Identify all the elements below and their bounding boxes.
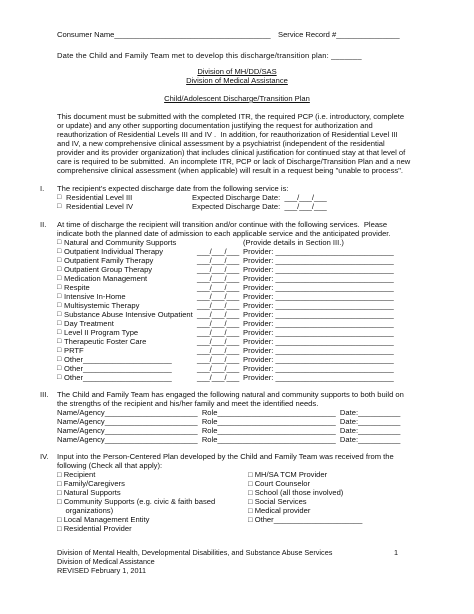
checkbox-other[interactable]: □ Other_____________________ bbox=[248, 515, 363, 524]
service-provider-field[interactable]: Provider: ____________________________ bbox=[243, 364, 394, 373]
service-admission-date-field[interactable]: ___/___/___ bbox=[197, 265, 240, 274]
service-checkbox[interactable]: □ bbox=[57, 374, 62, 381]
section-number: I. bbox=[40, 184, 45, 193]
section-text: The recipient's expected discharge date from the following service is: bbox=[57, 184, 289, 193]
intro-line: reauthorization of Residential Levels III and IV . In addition, for reauthorization of Residential Level III bbox=[57, 130, 398, 139]
service-admission-date-field[interactable]: ___/___/___ bbox=[197, 283, 240, 292]
service-checkbox[interactable]: □ bbox=[57, 284, 62, 291]
service-label: Day Treatment bbox=[64, 319, 114, 328]
support-row[interactable]: Name/Agency______________________ Role____________________________ Date:__________ bbox=[57, 417, 401, 426]
team-meeting-date-line: Date the Child and Family Team met to develop this discharge/transition plan: _______ bbox=[57, 51, 362, 60]
service-provider-field[interactable]: Provider: ____________________________ bbox=[243, 274, 394, 283]
service-provider-field[interactable]: Provider: ____________________________ bbox=[243, 247, 394, 256]
service-checkbox[interactable]: □ bbox=[57, 248, 62, 255]
service-admission-date-field[interactable]: ___/___/___ bbox=[197, 256, 240, 265]
service-admission-date-field[interactable]: ___/___/___ bbox=[197, 310, 240, 319]
checkbox-mhsa-tcm-provider[interactable]: □ MH/SA TCM Provider bbox=[248, 470, 328, 479]
service-label: Other_____________________ bbox=[64, 355, 172, 364]
intro-line: care is required to be submitted. An incomplete ITR, PCP or lack of Discharge/Transition Plan and a new bbox=[57, 157, 411, 166]
service-provider-field[interactable]: Provider: ____________________________ bbox=[243, 301, 394, 310]
expected-discharge-date-field[interactable]: Expected Discharge Date: ___/___/___ bbox=[192, 202, 327, 211]
footer-revised-date: REVISED February 1, 2011 bbox=[57, 566, 147, 575]
service-checkbox[interactable]: □ bbox=[57, 329, 62, 336]
consumer-name-field: Consumer Name_____________________________________ bbox=[57, 30, 271, 39]
service-admission-date-field[interactable]: ___/___/___ bbox=[197, 274, 240, 283]
service-label: Level II Program Type bbox=[64, 328, 139, 337]
service-provider-field[interactable]: Provider: ____________________________ bbox=[243, 310, 394, 319]
service-label: Respite bbox=[64, 283, 90, 292]
service-admission-date-field[interactable]: ___/___/___ bbox=[197, 301, 240, 310]
label-natural-community-supports: Natural and Community Supports bbox=[64, 238, 177, 247]
service-admission-date-field[interactable]: ___/___/___ bbox=[197, 328, 240, 337]
service-label: Substance Abuse Intensive Outpatient bbox=[64, 310, 193, 319]
service-checkbox[interactable]: □ bbox=[57, 311, 62, 318]
page-number: 1 bbox=[394, 548, 399, 557]
service-label: Intensive In-Home bbox=[64, 292, 126, 301]
division-medical-assistance: Division of Medical Assistance bbox=[186, 76, 288, 85]
service-admission-date-field[interactable]: ___/___/___ bbox=[197, 337, 240, 346]
service-provider-field[interactable]: Provider: ____________________________ bbox=[243, 346, 394, 355]
service-label: Medication Management bbox=[64, 274, 148, 283]
checkbox-recipient[interactable]: □ Recipient bbox=[57, 470, 96, 479]
footer-division-mhddsas: Division of Mental Health, Developmental Disabilities, and Substance Abuse Services bbox=[57, 548, 333, 557]
service-checkbox[interactable]: □ bbox=[57, 275, 62, 282]
checkbox-residential-level-4[interactable]: □ bbox=[57, 203, 62, 210]
service-admission-date-field[interactable]: ___/___/___ bbox=[197, 346, 240, 355]
checkbox-residential-level-3[interactable]: □ bbox=[57, 194, 62, 201]
division-mhddsas: Division of MH/DD/SAS bbox=[197, 67, 277, 76]
service-label: Outpatient Individual Therapy bbox=[64, 247, 164, 256]
service-provider-field[interactable]: Provider: ____________________________ bbox=[243, 319, 394, 328]
service-label: Other_____________________ bbox=[64, 364, 172, 373]
footer-division-medical-assistance: Division of Medical Assistance bbox=[57, 557, 155, 566]
service-admission-date-field[interactable]: ___/___/___ bbox=[197, 355, 240, 364]
service-provider-field[interactable]: Provider: ____________________________ bbox=[243, 256, 394, 265]
intro-line: and IV, a new comprehensive clinical assessment by a psychiatrist (independent of the residential bbox=[57, 139, 385, 148]
service-provider-field[interactable]: Provider: ____________________________ bbox=[243, 328, 394, 337]
section-text: indicate both the planned date of admission to each applicable service and the anticipated provider. bbox=[57, 229, 391, 238]
support-row[interactable]: Name/Agency______________________ Role____________________________ Date:__________ bbox=[57, 435, 401, 444]
checkbox-school[interactable]: □ School (all those involved) bbox=[248, 488, 344, 497]
label-residential-level-3: Residential Level III bbox=[66, 193, 133, 202]
checkbox-natural-supports[interactable]: □ Natural Supports bbox=[57, 488, 121, 497]
service-checkbox[interactable]: □ bbox=[57, 293, 62, 300]
intro-line: or update) and any other supporting documentation justifying the request for authorization and bbox=[57, 121, 373, 130]
checkbox-local-management-entity[interactable]: □ Local Management Entity bbox=[57, 515, 150, 524]
natural-supports-note: (Provide details in Section III.) bbox=[243, 238, 344, 247]
checkbox-medical-provider[interactable]: □ Medical provider bbox=[248, 506, 311, 515]
service-checkbox[interactable]: □ bbox=[57, 347, 62, 354]
service-provider-field[interactable]: Provider: ____________________________ bbox=[243, 292, 394, 301]
support-row[interactable]: Name/Agency______________________ Role____________________________ Date:__________ bbox=[57, 426, 401, 435]
service-label: PRTF bbox=[64, 346, 84, 355]
service-admission-date-field[interactable]: ___/___/___ bbox=[197, 292, 240, 301]
service-provider-field[interactable]: Provider: ____________________________ bbox=[243, 355, 394, 364]
service-label: Outpatient Group Therapy bbox=[64, 265, 153, 274]
service-checkbox[interactable]: □ bbox=[57, 257, 62, 264]
checkbox-social-services[interactable]: □ Social Services bbox=[248, 497, 307, 506]
service-provider-field[interactable]: Provider: ____________________________ bbox=[243, 337, 394, 346]
plan-title: Child/Adolescent Discharge/Transition Plan bbox=[164, 94, 310, 103]
section-text: The Child and Family Team has engaged the following natural and community supports to both build on bbox=[57, 390, 404, 399]
service-record-field: Service Record #_______________ bbox=[278, 30, 400, 39]
service-checkbox[interactable]: □ bbox=[57, 320, 62, 327]
section-number: IV. bbox=[40, 452, 49, 461]
service-label: Therapeutic Foster Care bbox=[64, 337, 147, 346]
service-provider-field[interactable]: Provider: ____________________________ bbox=[243, 283, 394, 292]
service-checkbox[interactable]: □ bbox=[57, 356, 62, 363]
section-text: the strengths of the recipient and his/her family and meet the identified needs. bbox=[57, 399, 319, 408]
service-provider-field[interactable]: Provider: ____________________________ bbox=[243, 265, 394, 274]
service-checkbox[interactable]: □ bbox=[57, 302, 62, 309]
section-number: II. bbox=[40, 220, 47, 229]
checkbox-community-supports[interactable]: □ Community Supports (e.g. civic & faith based bbox=[57, 497, 216, 506]
section-text: following (Check all that apply): bbox=[57, 461, 163, 470]
service-label: Outpatient Family Therapy bbox=[64, 256, 154, 265]
checkbox-residential-provider[interactable]: □ Residential Provider bbox=[57, 524, 132, 533]
intro-line: This document must be submitted with the completed ITR, the required PCP (i.e. introductory, complete bbox=[57, 112, 405, 121]
section-text: Input into the Person-Centered Plan developed by the Child and Family Team was received from the bbox=[57, 452, 394, 461]
service-admission-date-field[interactable]: ___/___/___ bbox=[197, 319, 240, 328]
checkbox-natural-community-supports[interactable]: □ bbox=[57, 239, 62, 246]
service-checkbox[interactable]: □ bbox=[57, 266, 62, 273]
checkbox-family-caregivers[interactable]: □ Family/Caregivers bbox=[57, 479, 125, 488]
service-checkbox[interactable]: □ bbox=[57, 338, 62, 345]
checkbox-court-counselor[interactable]: □ Court Counselor bbox=[248, 479, 310, 488]
expected-discharge-date-field[interactable]: Expected Discharge Date: ___/___/___ bbox=[192, 193, 327, 202]
service-label: Multisystemic Therapy bbox=[64, 301, 140, 310]
service-checkbox[interactable]: □ bbox=[57, 365, 62, 372]
section-number: III. bbox=[40, 390, 49, 399]
service-admission-date-field[interactable]: ___/___/___ bbox=[197, 247, 240, 256]
section-text: At time of discharge the recipient will transition and/or continue with the following services. Please bbox=[57, 220, 388, 229]
community-supports-continued: organizations) bbox=[57, 506, 114, 515]
intro-line: comprehensive clinical assessment (when applicable) will result in a request being "unable to process". bbox=[57, 166, 404, 175]
service-label: Other_____________________ bbox=[64, 373, 172, 382]
service-admission-date-field[interactable]: ___/___/___ bbox=[197, 373, 240, 382]
intro-line: provider and its provider organization) that includes clinical justification for continued stay at that level of bbox=[57, 148, 406, 157]
service-admission-date-field[interactable]: ___/___/___ bbox=[197, 364, 240, 373]
service-provider-field[interactable]: Provider: ____________________________ bbox=[243, 373, 394, 382]
support-row[interactable]: Name/Agency______________________ Role____________________________ Date:__________ bbox=[57, 408, 401, 417]
label-residential-level-4: Residential Level IV bbox=[66, 202, 134, 211]
